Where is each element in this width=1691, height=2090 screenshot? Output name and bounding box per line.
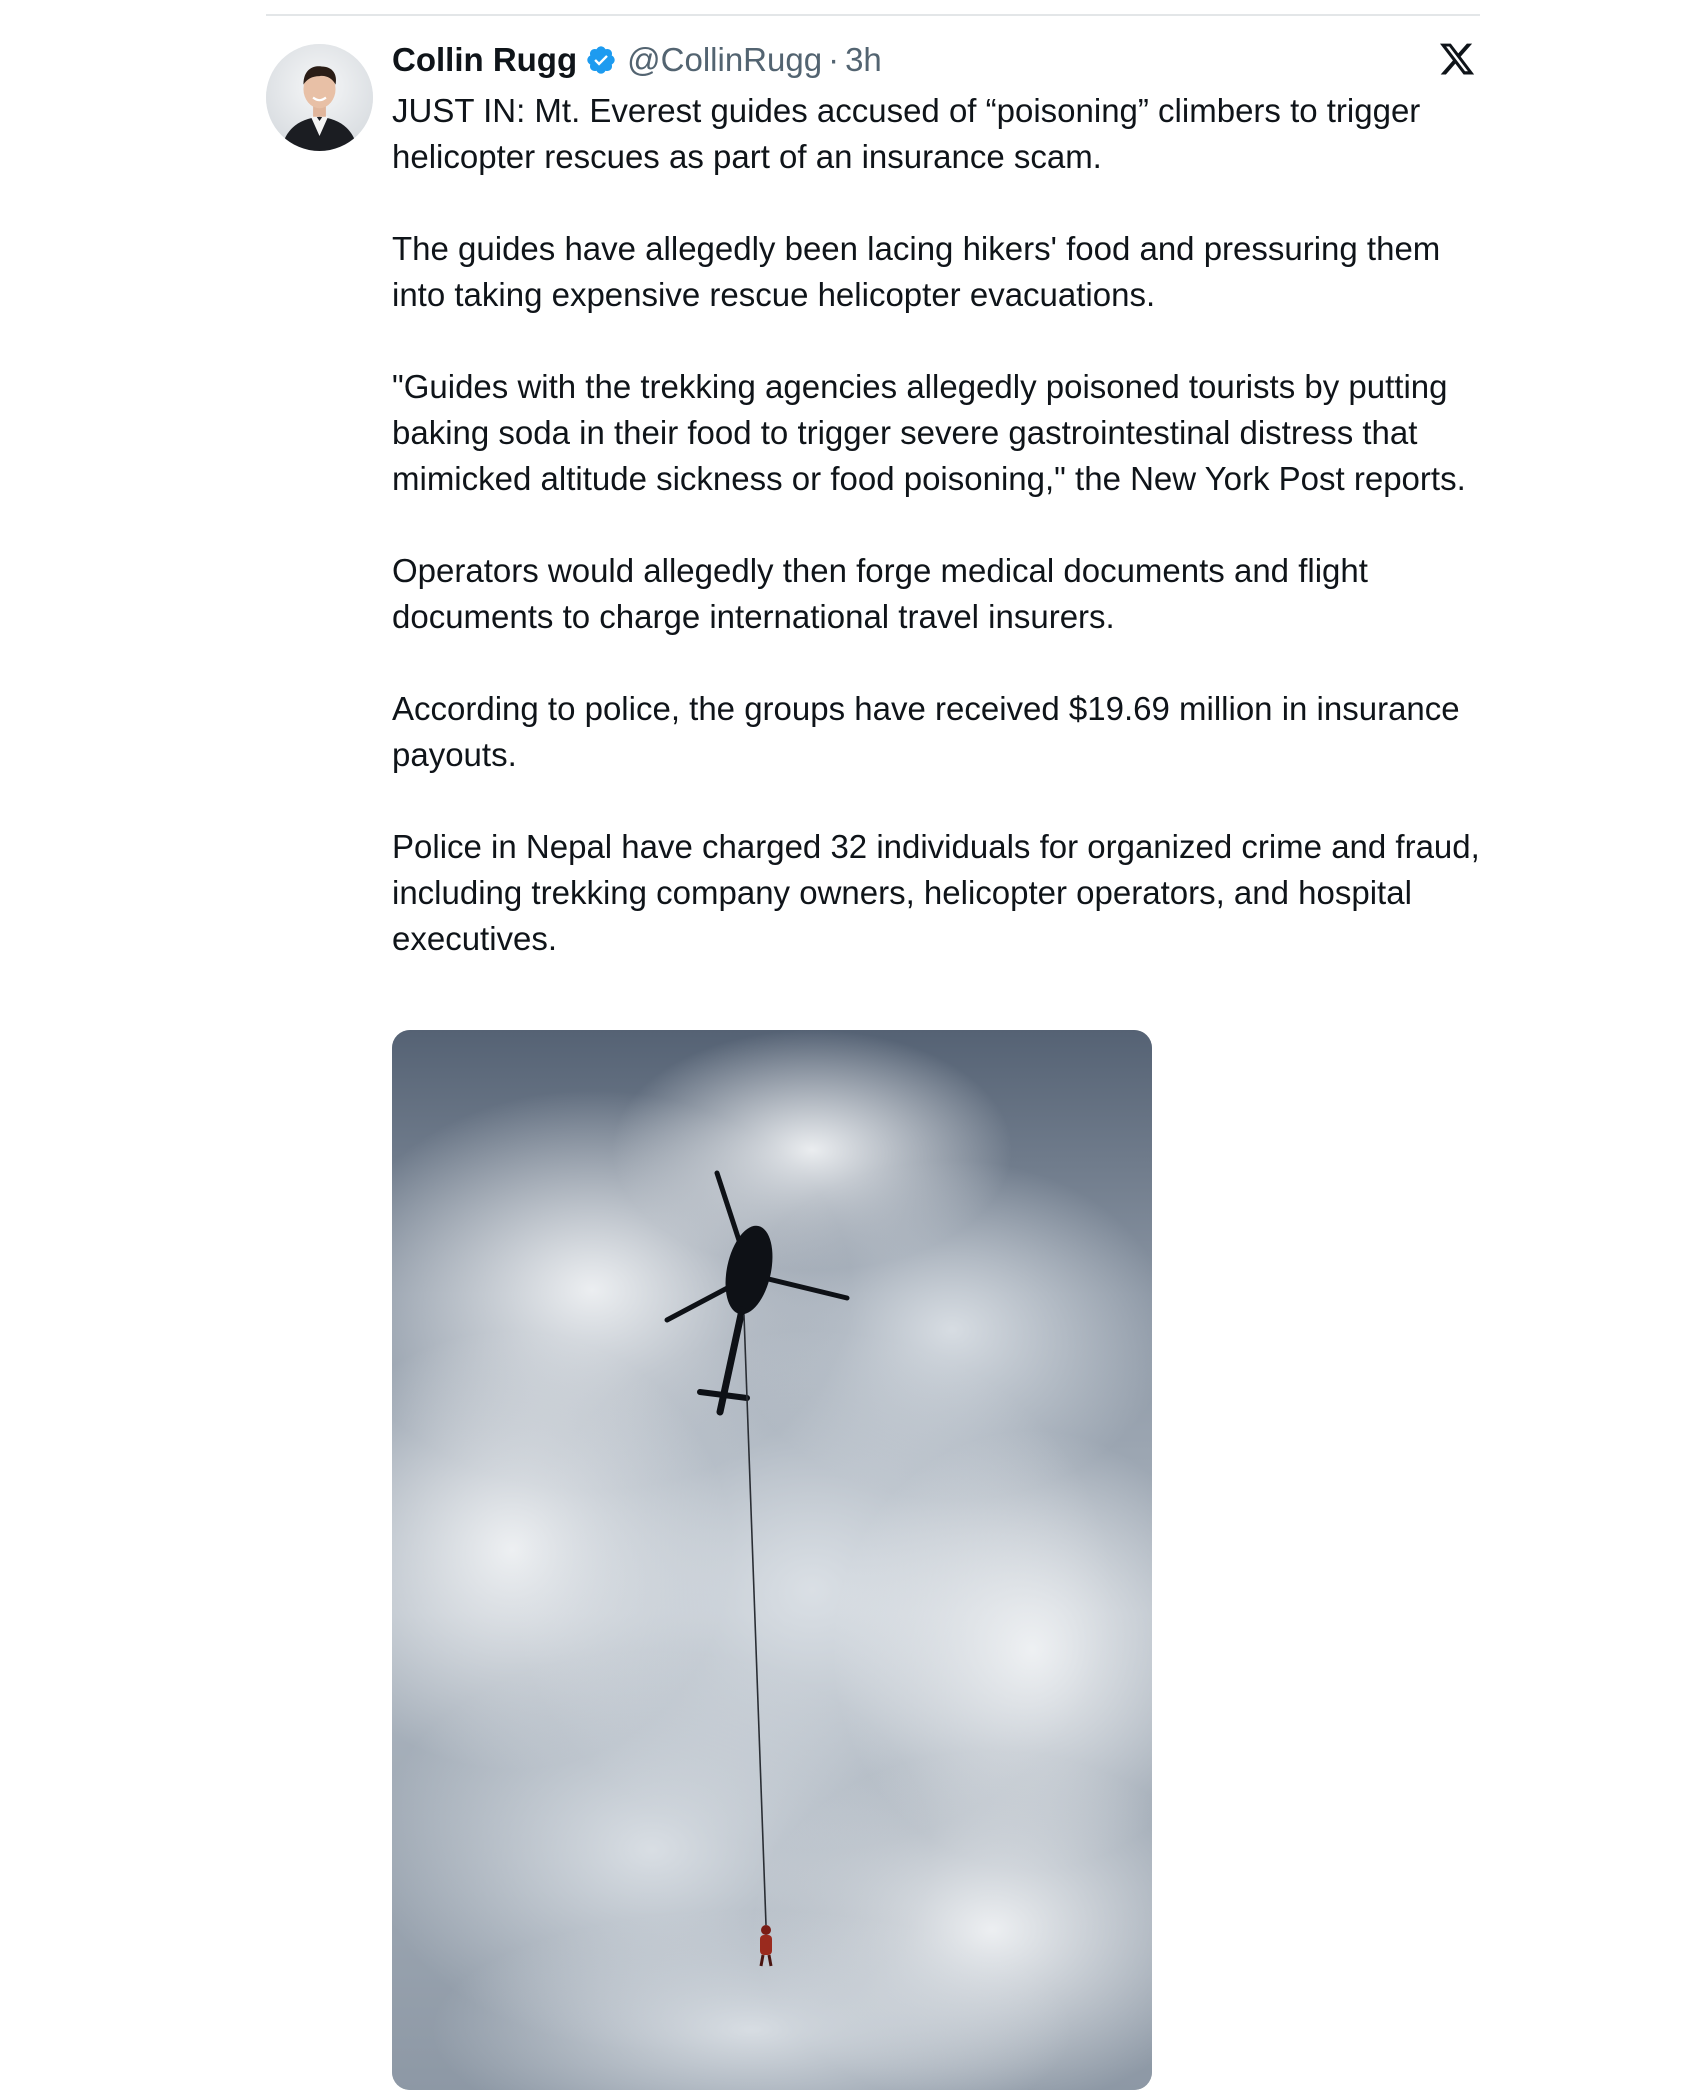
tweet-paragraph: The guides have allegedly been lacing hikers' food and pressuring them into taking expensive rescue helicopter evacuations. — [392, 230, 1441, 313]
author-handle[interactable]: @CollinRugg — [627, 41, 823, 78]
avatar[interactable] — [266, 44, 373, 151]
tweet-paragraph: JUST IN: Mt. Everest guides accused of “poisoning” climbers to trigger helicopter rescues as part of an insurance scam. — [392, 92, 1421, 175]
tweet-paragraph: Operators would allegedly then forge medical documents and flight documents to charge international travel insurers. — [392, 552, 1368, 635]
tweet-paragraph: "Guides with the trekking agencies allegedly poisoned tourists by putting baking soda in their food to trigger severe gastrointestinal distress that mimicked altitude sickness or food poisoning," the New York Post reports. — [392, 368, 1466, 497]
tweet-text — [392, 88, 1492, 962]
tweet-header — [392, 38, 882, 82]
x-logo-icon[interactable] — [1438, 40, 1476, 78]
tweet-paragraph: Police in Nepal have charged 32 individuals for organized crime and fraud, including trekking company owners, helicopter operators, and hospital executives. — [392, 828, 1480, 957]
helicopter-rescue-photo — [392, 1030, 1152, 2090]
top-divider — [266, 14, 1480, 16]
author-display-name[interactable]: Collin Rugg — [392, 41, 578, 78]
profile-photo — [266, 44, 373, 151]
tweet-media-photo[interactable] — [392, 1030, 1152, 2090]
verified-badge-icon — [585, 44, 617, 76]
tweet-timestamp[interactable]: 3h — [845, 41, 882, 78]
header-separator: · — [828, 41, 840, 78]
tweet-paragraph: According to police, the groups have received $19.69 million in insurance payouts. — [392, 690, 1460, 773]
